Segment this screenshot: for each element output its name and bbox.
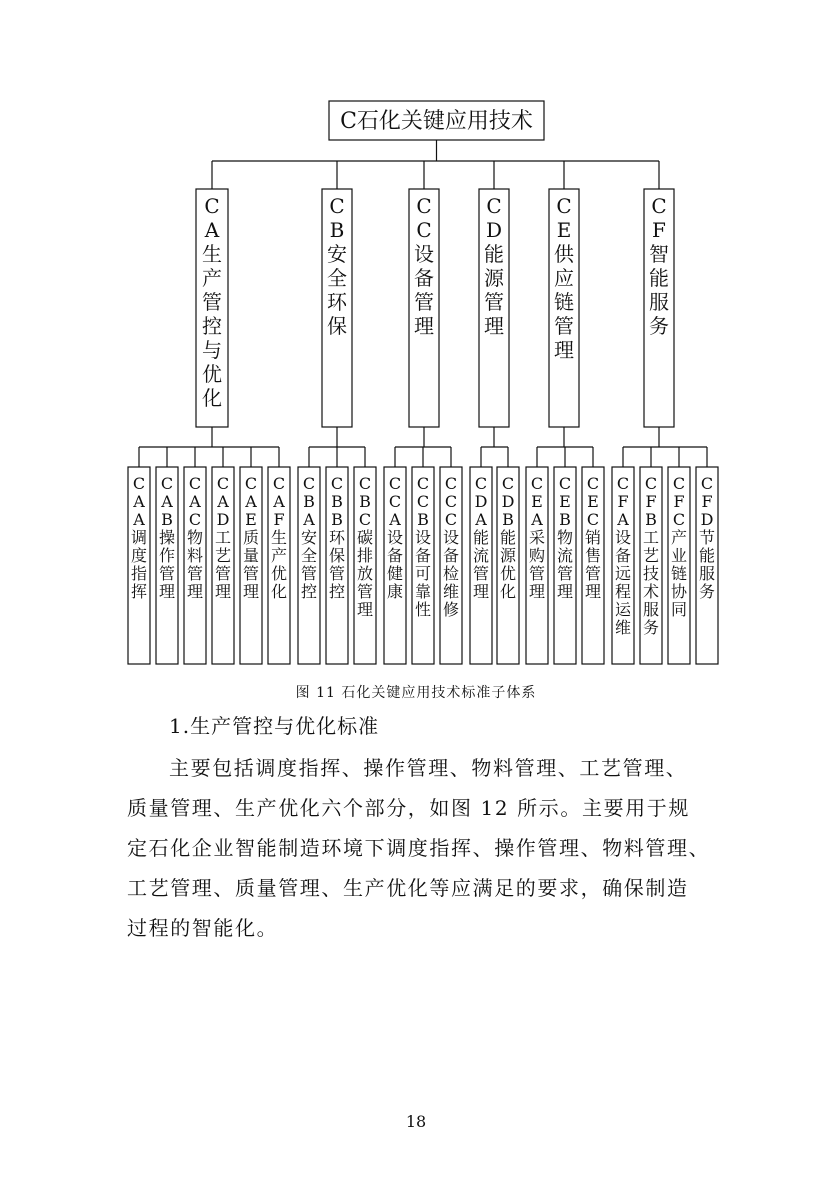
leaf-node-label: C A D 工艺管理 [214, 474, 232, 601]
category-node-label: C C 设备管理 [414, 194, 434, 338]
body-paragraph [127, 748, 721, 948]
leaf-node-label: C D B 能源优化 [499, 474, 517, 601]
leaf-node-label: C E C 销售管理 [584, 474, 602, 601]
paragraph-line: 过程的智能化。 [127, 916, 279, 940]
leaf-node-label: C B C 碳排放管理 [356, 474, 374, 619]
leaf-node-label: C C C 设备检维修 [442, 474, 460, 619]
category-node-label: C F 智能服务 [649, 194, 669, 338]
leaf-node-label: C D A 能流管理 [472, 474, 490, 601]
leaf-node-label: C F A 设备远程运维 [614, 474, 632, 637]
leaf-node-label: C A E 质量管理 [242, 474, 260, 601]
leaf-node-label: C E B 物流管理 [556, 474, 574, 601]
category-node-label: C D 能源管理 [484, 194, 504, 338]
paragraph-line: 定石化企业智能制造环境下调度指挥、操作管理、物料管理、 [127, 836, 711, 860]
leaf-node-label: C A F 生产优化 [270, 474, 288, 601]
category-node-label: C E 供应链管理 [554, 194, 574, 362]
leaf-node-label: C B B 环保管控 [328, 474, 346, 601]
category-node-label: C A 生产管控与优化 [202, 194, 222, 410]
leaf-node-label: C A A 调度指挥 [130, 474, 148, 601]
paragraph-line: 主要包括调度指挥、操作管理、物料管理、工艺管理、 [169, 756, 688, 780]
category-node-label: C B 安全环保 [327, 194, 347, 338]
page-number: 18 [405, 1112, 427, 1131]
leaf-node-label: C E A 采购管理 [528, 474, 546, 601]
leaf-node-label: C A B 操作管理 [158, 474, 176, 601]
leaf-node-label: C F B 工艺技术服务 [642, 474, 660, 637]
figure-caption: 图 11 石化关键应用技术标准子体系 [295, 685, 537, 701]
paragraph-line: 质量管理、生产优化六个部分，如图 12 所示。主要用于规 [127, 796, 690, 820]
section-heading: 1.生产管控与优化标准 [169, 714, 380, 738]
leaf-node-label: C C A 设备健康 [386, 474, 404, 601]
leaf-node-label: C A C 物料管理 [186, 474, 204, 601]
paragraph-line: 工艺管理、质量管理、生产优化等应满足的要求，确保制造 [127, 876, 689, 900]
leaf-node-label: C C B 设备可靠性 [414, 474, 432, 619]
leaf-node-label: C B A 安全管控 [300, 474, 318, 601]
leaf-node-label: C F C 产业链协同 [670, 474, 688, 619]
root-node-label: C石化关键应用技术 [340, 109, 533, 134]
leaf-node-label: C F D 节能服务 [698, 474, 716, 601]
